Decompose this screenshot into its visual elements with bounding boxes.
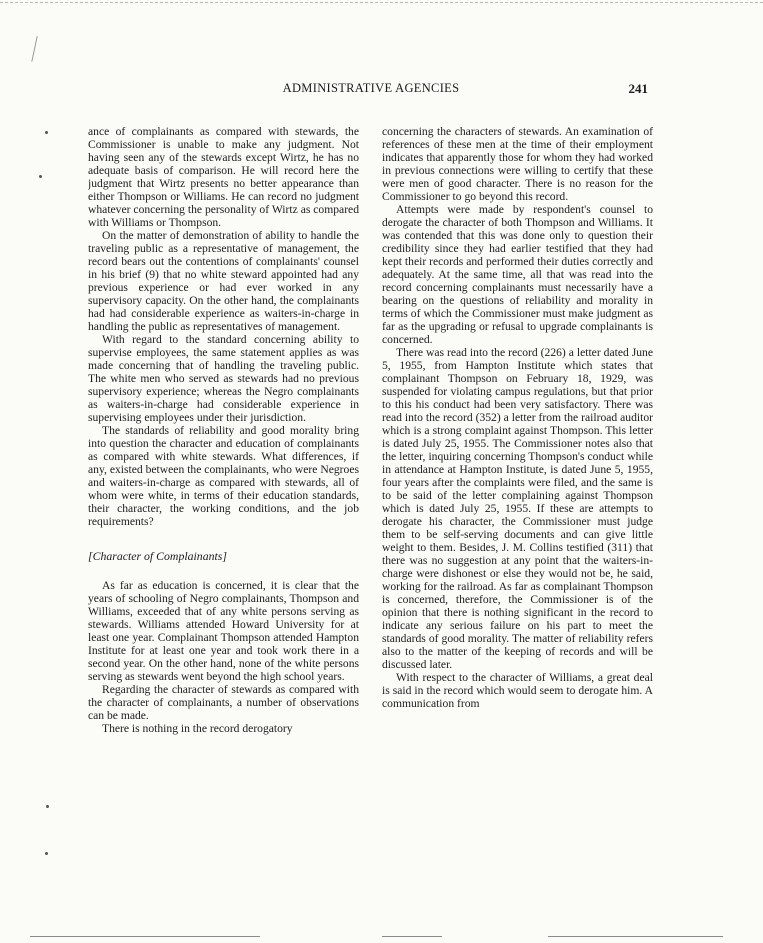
page-number: 241 [628,81,648,96]
left-column [88,125,359,877]
paragraph: There was read into the record (226) a letter dated June 5, 1955, from Hampton Institute which states that complainant Thompson on February 18, 1929, was suspended for violating campus regulations, but that prior to this his conduct had been very satisfactory. There was read into the record (352) a letter from the railroad auditor which is a strong complaint against Thompson. This letter is dated July 25, 1955. The Commissioner notes also that the letter, inquiring concerning Thompson's conduct while in attendance at Hampton Institute, is dated June 5, 1955, four years after the complaints were filed, and the same is to be said of the letter complaining against Thompson which is dated July 25, 1955. If these are attempts to derogate his character, the Commissioner must judge them to be self-serving documents and can give little weight to them. Besides, J. M. Collins testified (311) that there was no suggestion at any point that the waiters-in-charge were dishonest or else they would not be, he said, working for the railroad. As far as complainant Thompson is concerned, therefore, the Commissioner is of the opinion that there is nothing significant in the record to indicate any serious failure on his part to meet the standards of good morality. The matter of reliability refers also to the matter of the keeping of records and will be discussed later. [382,346,653,671]
paragraph: As far as education is concerned, it is clear that the years of schooling of Negro complainants, Thompson and Williams, exceeded that of any white persons serving as stewards. Williams attended Howard University for at least one year. Complainant Thompson attended Hampton Institute for at least one year and took work there in a second year. On the other hand, none of the white persons serving as stewards went beyond the high school years. [88,579,359,683]
paragraph: concerning the characters of stewards. An examination of references of these men at the time of their employment indicates that apparently those for whom they had worked in previous connections were willing to certify that these were men of good character. There is no reason for the Commissioner to go beyond this record. [382,125,653,203]
paragraph: ance of complainants as compared with stewards, the Commissioner is unable to make any judgment. Not having seen any of the stewards except Wirtz, he has no adequate basis of comparison. He will record here the judgment that Wirtz presents no better appearance than either Thompson or Williams. He can record no judgment whatever concerning the personality of Wirtz as compared with Williams or Thompson. [88,125,359,229]
paragraph: There is nothing in the record derogatory [102,722,293,735]
paragraph: With respect to the character of Williams, a great deal is said in the record which would seem to derogate him. A communication from [382,671,653,710]
running-head [90,81,652,97]
right-column [382,125,653,877]
margin-pencil-mark [31,36,37,62]
bottom-edge-rule [30,936,260,937]
bottom-edge-rule [382,936,442,937]
paragraph: On the matter of demonstration of ability to handle the traveling public as a representative of management, the record bears out the contentions of complainants' counsel in his brief (9) that no white steward appointed had any previous experience or had ever worked in any supervisory capacity. On the other hand, the complainants had had considerable experience as waiters-in-charge in handling the public as representatives of management. [88,229,359,333]
section-heading: [Character of Complainants] [88,549,227,563]
margin-dot [39,175,42,178]
paragraph: Regarding the character of stewards as compared with the character of complainants, a number of observations can be made. [88,683,359,722]
margin-dot [46,805,49,808]
running-title: ADMINISTRATIVE AGENCIES [282,81,460,95]
margin-dot [45,852,48,855]
paragraph: The standards of reliability and good morality bring into question the character and education of complainants as compared with white stewards. What differences, if any, existed between the complainants, who were Negroes and waiters-in-charge as compared with stewards, all of whom were white, in terms of their education standards, their character, the working conditions, and the job requirements? [88,424,359,528]
paragraph: With regard to the standard concerning ability to supervise employees, the same statement applies as was made concerning that of handling the traveling public. The white men who served as stewards had no previous supervisory experience; whereas the Negro complainants as waiters-in-charge had considerable experience in supervising employees under their jurisdiction. [88,333,359,424]
paragraph: Attempts were made by respondent's counsel to derogate the character of both Thompson and Williams. It was contended that this was done only to question their credibility since they had earlier testified that they had kept their records and performed their duties correctly and adequately. At the same time, all that was read into the record concerning complainants must necessarily have a bearing on the questions of reliability and morality in terms of which the Commissioner must make judgment as far as the upgrading or refusal to upgrade complainants is concerned. [382,203,653,346]
margin-dot [45,131,48,134]
bottom-edge-rule [548,936,723,937]
top-edge-rule [0,2,763,3]
